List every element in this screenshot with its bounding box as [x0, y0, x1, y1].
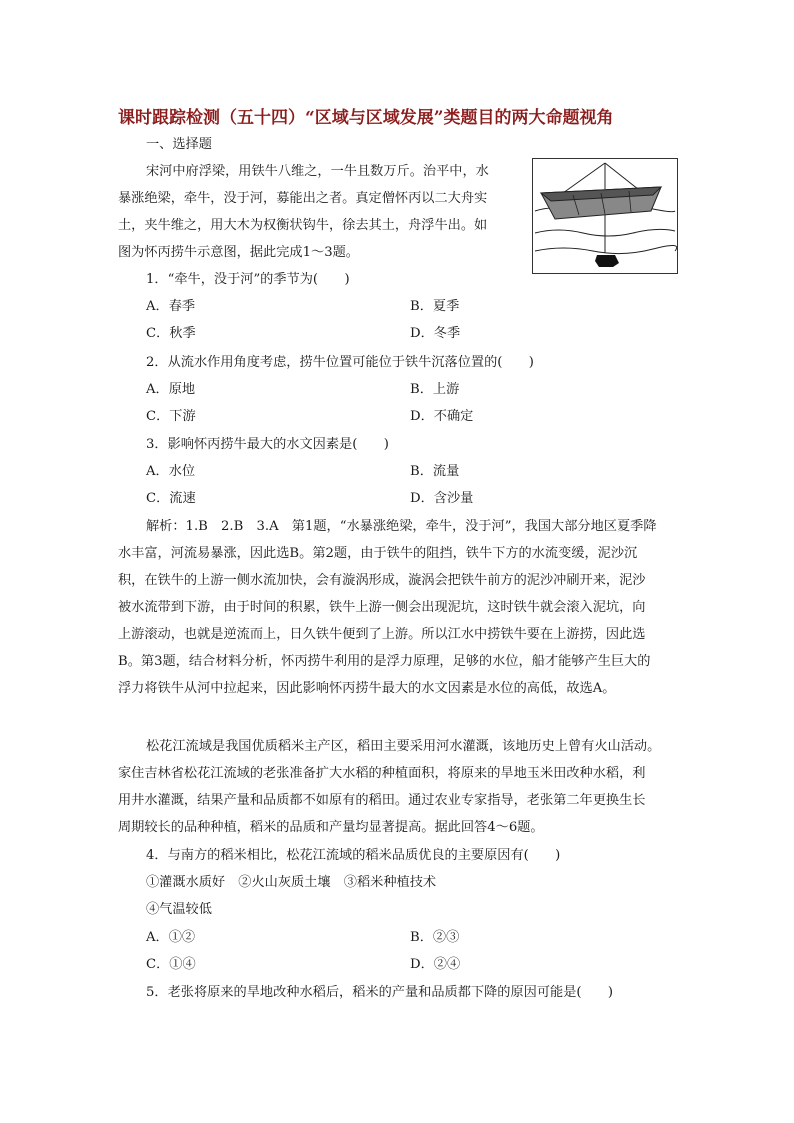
passage-line: 家住吉林省松花江流域的老张准备扩大水稻的种植面积，将原来的旱地玉米田改种水稻，利 [118, 766, 646, 781]
option-b[interactable]: B．上游 [410, 382, 460, 397]
intro-line: 宋河中府浮梁，用铁牛八维之，一牛且数万斤。治平中，水 [146, 164, 489, 179]
option-c[interactable]: C．下游 [146, 409, 196, 424]
question-stem: 4．与南方的稻米相比，松花江流域的稻米品质优良的主要原因有( ) [146, 848, 561, 863]
boat-lifting-ox-figure [532, 158, 678, 274]
option-b[interactable]: B．②③ [410, 930, 460, 945]
question-stem: 3．影响怀丙捞牛最大的水文因素是( ) [146, 437, 389, 452]
analysis-line: 解析：1.B 2.B 3.A 第1题，“水暴涨绝梁，牵牛，没于河”，我国大部分地区夏季降 [146, 519, 657, 534]
question-stem: 5．老张将原来的旱地改种水稻后，稻米的产量和品质都下降的原因可能是( ) [146, 985, 614, 1000]
question-items: ④气温较低 [146, 902, 212, 917]
analysis-line: B。第3题，结合材料分析，怀丙捞牛利用的是浮力原理，足够的水位，船才能够产生巨大的 [118, 654, 651, 669]
analysis-line: 被水流带到下游，由于时间的积累，铁牛上游一侧会出现泥坑，这时铁牛就会滚入泥坑，向 [118, 600, 646, 615]
analysis-line: 积，在铁牛的上游一侧水流加快，会有漩涡形成，漩涡会把铁牛前方的泥沙冲刷开来，泥沙 [118, 573, 646, 588]
option-c[interactable]: C．秋季 [146, 326, 196, 341]
option-d[interactable]: D．含沙量 [410, 491, 474, 506]
option-c[interactable]: C．①④ [146, 957, 196, 972]
analysis-line: 上游滚动，也就是逆流而上，日久铁牛便到了上游。所以江水中捞铁牛要在上游捞，因此选 [118, 627, 646, 642]
analysis-line: 水丰富，河流易暴涨，因此选B。第2题，由于铁牛的阻挡，铁牛下方的水流变缓，泥沙沉 [118, 546, 638, 561]
option-a[interactable]: A．春季 [146, 299, 196, 314]
analysis-line: 浮力将铁牛从河中拉起来，因此影响怀丙捞牛最大的水文因素是水位的高低，故选A。 [118, 681, 616, 696]
intro-line: 暴涨绝梁，牵牛，没于河，募能出之者。真定僧怀丙以二大舟实 [118, 191, 488, 206]
passage-line: 松花江流域是我国优质稻米主产区，稻田主要采用河水灌溉，该地历史上曾有火山活动。 [146, 739, 661, 754]
section-heading: 一、选择题 [146, 137, 212, 152]
option-a[interactable]: A．①② [146, 930, 196, 945]
option-a[interactable]: A．水位 [146, 464, 196, 479]
intro-line: 土，夹牛维之，用大木为权衡状钩牛，徐去其土，舟浮牛出。如 [118, 218, 488, 233]
question-stem: 1．“牵牛，没于河”的季节为( ) [146, 272, 350, 287]
passage-line: 用井水灌溉，结果产量和品质都不如原有的稻田。通过农业专家指导，老张第二年更换生长 [118, 793, 646, 808]
question-stem: 2．从流水作用角度考虑，捞牛位置可能位于铁牛沉落位置的( ) [146, 355, 534, 370]
option-b[interactable]: B．流量 [410, 464, 460, 479]
option-c[interactable]: C．流速 [146, 491, 196, 506]
boat-illustration [533, 159, 677, 273]
question-items: ①灌溉水质好 ②火山灰质土壤 ③稻米种植技术 [146, 875, 437, 890]
option-d[interactable]: D．②④ [410, 957, 461, 972]
option-d[interactable]: D．冬季 [410, 326, 461, 341]
intro-line: 图为怀丙捞牛示意图，据此完成1～3题。 [118, 245, 359, 260]
option-a[interactable]: A．原地 [146, 382, 196, 397]
option-d[interactable]: D．不确定 [410, 409, 474, 424]
page-title: 课时跟踪检测（五十四）“区域与区域发展”类题目的两大命题视角 [118, 108, 614, 128]
option-b[interactable]: B．夏季 [410, 299, 460, 314]
passage-line: 周期较长的品种种植，稻米的品质和产量均显著提高。据此回答4～6题。 [118, 820, 544, 835]
